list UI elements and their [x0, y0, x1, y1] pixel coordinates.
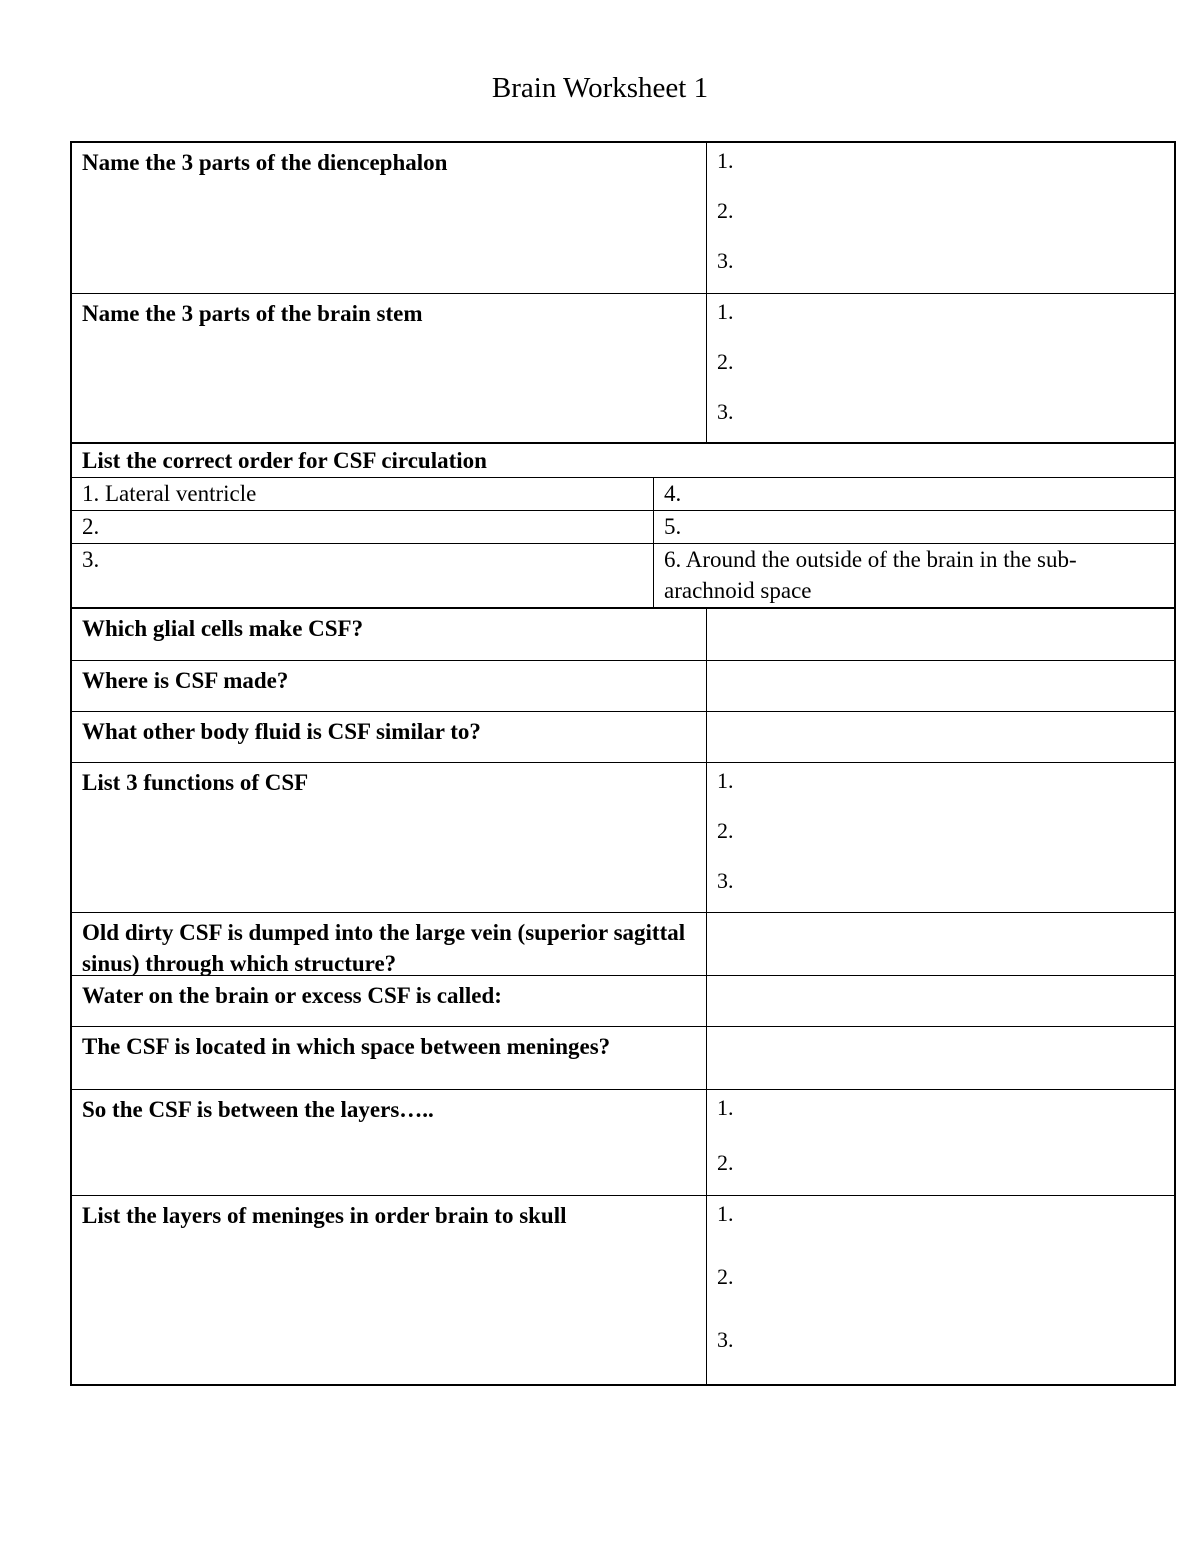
answer-cell[interactable]	[707, 1027, 1174, 1089]
answer-number: 1.	[717, 299, 734, 324]
csf-order-row	[72, 543, 1174, 607]
worksheet-table	[70, 141, 1176, 1386]
question-row	[72, 1089, 1174, 1195]
answer-number: 1.	[717, 768, 734, 793]
answer-number: 1.	[717, 148, 734, 173]
answer-number: 3.	[717, 399, 734, 424]
answer-cell[interactable]	[707, 143, 1174, 293]
section-csf-order	[70, 442, 1176, 607]
question-row	[72, 1195, 1174, 1384]
question-text: Which glial cells make CSF?	[72, 609, 707, 660]
csf-order-heading: List the correct order for CSF circulation	[82, 448, 487, 473]
answer-cell[interactable]	[707, 1196, 1174, 1384]
question-row	[72, 293, 1174, 442]
answer-number: 2.	[717, 198, 734, 223]
answer-number: 3.	[717, 868, 734, 893]
page-title: Brain Worksheet 1	[491, 72, 709, 104]
answer-cell[interactable]	[707, 294, 1174, 442]
answer-cell[interactable]	[707, 763, 1174, 912]
question-text: Name the 3 parts of the diencephalon	[72, 143, 707, 293]
question-text: Name the 3 parts of the brain stem	[72, 294, 707, 442]
csf-order-row	[72, 510, 1174, 543]
question-row	[72, 660, 1174, 711]
question-text: So the CSF is between the layers…..	[72, 1090, 707, 1195]
question-row	[72, 975, 1174, 1026]
answer-number: 1.	[717, 1095, 734, 1120]
question-row	[72, 1026, 1174, 1089]
csf-step-right[interactable]: 5.	[664, 514, 682, 539]
question-text: What other body fluid is CSF similar to?	[72, 712, 707, 762]
csf-step-left[interactable]: 3.	[72, 544, 654, 607]
answer-number: 2.	[717, 349, 734, 374]
csf-step-left[interactable]: 2.	[72, 511, 654, 543]
answer-cell[interactable]	[707, 976, 1174, 1026]
section-csf-questions	[70, 607, 1176, 1386]
question-text: List 3 functions of CSF	[72, 763, 707, 912]
question-row	[72, 143, 1174, 293]
answer-cell[interactable]	[707, 712, 1174, 762]
csf-order-row	[72, 477, 1174, 510]
question-text: Water on the brain or excess CSF is called:	[72, 976, 707, 1026]
question-text: Where is CSF made?	[72, 661, 707, 711]
question-text: The CSF is located in which space between meninges?	[72, 1027, 707, 1089]
section-parts	[70, 141, 1176, 442]
csf-step-right[interactable]: 4.	[664, 481, 682, 506]
csf-step-left[interactable]: 1. Lateral ventricle	[72, 478, 654, 510]
answer-number: 2.	[717, 818, 734, 843]
answer-number: 3.	[717, 1327, 734, 1352]
question-text: List the layers of meninges in order brain to skull	[72, 1196, 707, 1384]
answer-cell[interactable]	[707, 609, 1174, 660]
csf-step-right[interactable]: 6. Around the outside of the brain in the sub-arachnoid space	[664, 547, 1077, 603]
question-row	[72, 762, 1174, 912]
answer-number: 2.	[717, 1264, 734, 1289]
question-row	[72, 711, 1174, 762]
question-row	[72, 912, 1174, 975]
answer-cell[interactable]	[707, 1090, 1174, 1195]
question-row	[72, 609, 1174, 660]
answer-number: 3.	[717, 248, 734, 273]
answer-number: 1.	[717, 1201, 734, 1226]
answer-cell[interactable]	[707, 661, 1174, 711]
answer-number: 2.	[717, 1150, 734, 1175]
question-text: Old dirty CSF is dumped into the large vein (superior sagittal sinus) through which structure?	[72, 913, 707, 975]
answer-cell[interactable]	[707, 913, 1174, 975]
